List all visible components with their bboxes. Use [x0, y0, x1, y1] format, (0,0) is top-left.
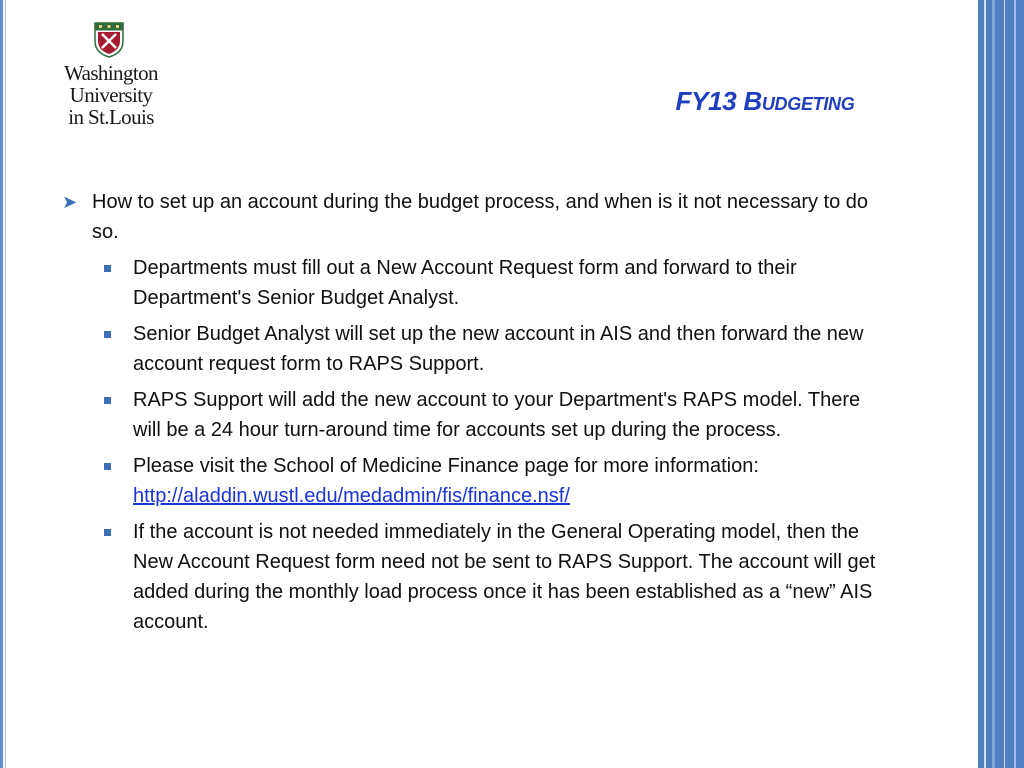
- square-bullet-icon: [104, 463, 111, 470]
- bullet-sub: [62, 451, 882, 511]
- right-frame-bar: [978, 0, 1024, 768]
- square-bullet-icon: [104, 529, 111, 536]
- logo-text-line: University: [69, 83, 153, 107]
- slide-content: [62, 187, 882, 643]
- arrow-bullet-icon: ➤: [62, 192, 78, 212]
- square-bullet-icon: [104, 397, 111, 404]
- bullet-sub: [62, 319, 882, 379]
- frame-stripe: [1004, 0, 1005, 768]
- bullet-sub-text: Departments must fill out a New Account Request form and forward to their Department's Senior Budget Analyst.: [133, 257, 797, 309]
- logo-text-line: Washington: [64, 61, 158, 85]
- bullet-sub: [62, 517, 882, 637]
- shield-icon: [94, 22, 124, 58]
- bullet-sub: [62, 385, 882, 445]
- finance-page-link[interactable]: http://aladdin.wustl.edu/medadmin/fis/finance.nsf/: [133, 485, 570, 507]
- bullet-sub-text: Please visit the School of Medicine Finance page for more information:: [133, 455, 759, 477]
- left-frame-bar: [0, 0, 3, 768]
- bullet-main-text: How to set up an account during the budget process, and when is it not necessary to do so.: [92, 191, 869, 243]
- left-frame-line: [5, 0, 6, 768]
- logo-text-line: in St.Louis: [68, 105, 154, 129]
- frame-stripe: [1014, 0, 1016, 768]
- bullet-sub: [62, 253, 882, 313]
- university-logo: [50, 22, 172, 130]
- square-bullet-icon: [104, 265, 111, 272]
- bullet-sub-text: RAPS Support will add the new account to your Department's RAPS model. There will be a 24 hour turn-around time for accounts set up during the process.: [133, 389, 861, 441]
- square-bullet-icon: [104, 331, 111, 338]
- frame-stripe: [984, 0, 986, 768]
- bullet-sub-text: Senior Budget Analyst will set up the new account in AIS and then forward the new account request form to RAPS Support.: [133, 323, 864, 375]
- bullet-sub-text: If the account is not needed immediately in the General Operating model, then the New Account Request form need not be sent to RAPS Support. The account will get added during the monthly load process once it has been established as a “new” AIS account.: [133, 521, 876, 633]
- bullet-main: [62, 187, 882, 247]
- slide-title: FY13 Budgeting: [675, 86, 855, 116]
- frame-stripe: [992, 0, 995, 768]
